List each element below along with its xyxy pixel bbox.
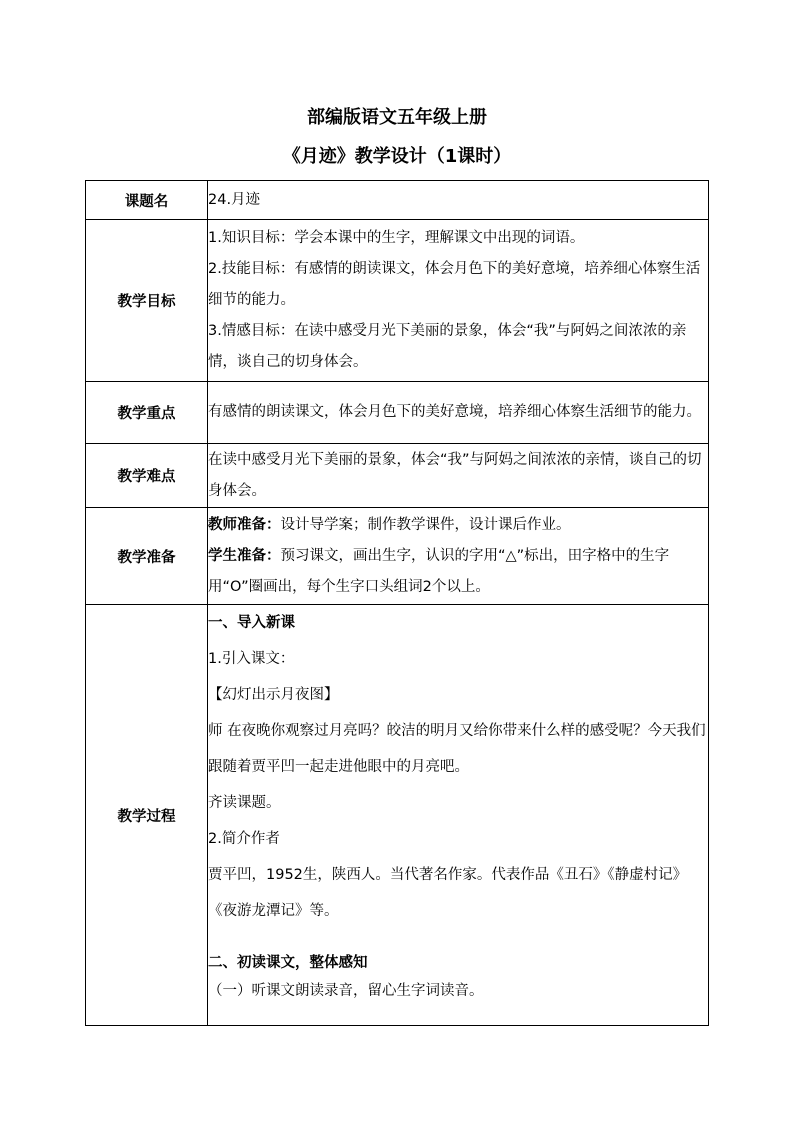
goals-row [86, 220, 709, 382]
goals-label: 教学目标 [86, 220, 208, 382]
teacher-preparation-text: 设计导学案；制作教学课件，设计课后作业。 [280, 516, 571, 533]
document-title: 部编版语文五年级上册 [307, 107, 487, 128]
key-points-text: 有感情的朗读课文，体会月色下的美好意境，培养细心体察生活细节的能力。 [208, 382, 709, 444]
goal-skill: 2.技能目标：有感情的朗读课文，体会月色下的美好意境，培养细心体察生活细节的能力。 [208, 261, 701, 308]
topic-row [86, 181, 709, 220]
key-points-row [86, 382, 709, 444]
preparation-content [208, 508, 709, 605]
goal-emotion: 3.情感目标：在读中感受月光下美丽的景象，体会“我”与阿妈之间浓浓的亲情，谈自己的切身体会。 [208, 323, 687, 370]
document-subtitle: 《月迹》教学设计（1课时） [282, 146, 512, 167]
slide-note: 【幻灯出示月夜图】 [208, 687, 339, 703]
process-content [208, 605, 709, 1026]
difficulties-text: 在读中感受月光下美丽的景象，体会“我”与阿妈之间浓浓的亲情，谈自己的切身体会。 [208, 444, 709, 508]
goal-knowledge: 1.知识目标：学会本课中的生字，理解课文中出现的词语。 [208, 230, 585, 246]
student-preparation-label: 学生准备： [208, 547, 281, 564]
section2-heading: 二、初读课文，整体感知 [208, 955, 368, 971]
process-label: 教学过程 [86, 605, 208, 1026]
process-item2: 2.简介作者 [208, 831, 280, 847]
process-sub1: （一）听课文朗读录音，留心生字词读音。 [208, 983, 484, 999]
teacher-preparation [208, 510, 708, 541]
goals-content [208, 220, 709, 382]
process-row [86, 605, 709, 1026]
difficulties-label: 教学难点 [86, 444, 208, 508]
student-preparation [208, 541, 708, 603]
section1-heading: 一、导入新课 [208, 615, 295, 631]
student-preparation-text: 预习课文，画出生字，认识的字用“△”标出，田字格中的生字用“O”圈画出，每个生字口头组词2个以上。 [208, 547, 670, 595]
author-intro: 贾平凹，1952生，陕西人。当代著名作家。代表作品《丑石》《静虚村记》《夜游龙潭记》等。 [208, 867, 688, 919]
teacher-question: 师 在夜晚你观察过月亮吗？皎洁的明月又给你带来什么样的感受呢？今天我们跟随着贾平凹一起走进他眼中的月亮吧。 [208, 723, 706, 775]
spacer [208, 929, 708, 949]
teacher-preparation-label: 教师准备： [208, 516, 281, 533]
key-points-label: 教学重点 [86, 382, 208, 444]
preparation-label: 教学准备 [86, 508, 208, 605]
process-item1: 1.引入课文： [208, 651, 295, 667]
difficulties-row [86, 444, 709, 508]
lesson-plan-table [85, 180, 709, 1026]
preparation-row [86, 508, 709, 605]
topic-value: 24.月迹 [208, 181, 709, 220]
topic-label: 课题名 [86, 181, 208, 220]
read-title: 齐读课题。 [208, 795, 281, 811]
